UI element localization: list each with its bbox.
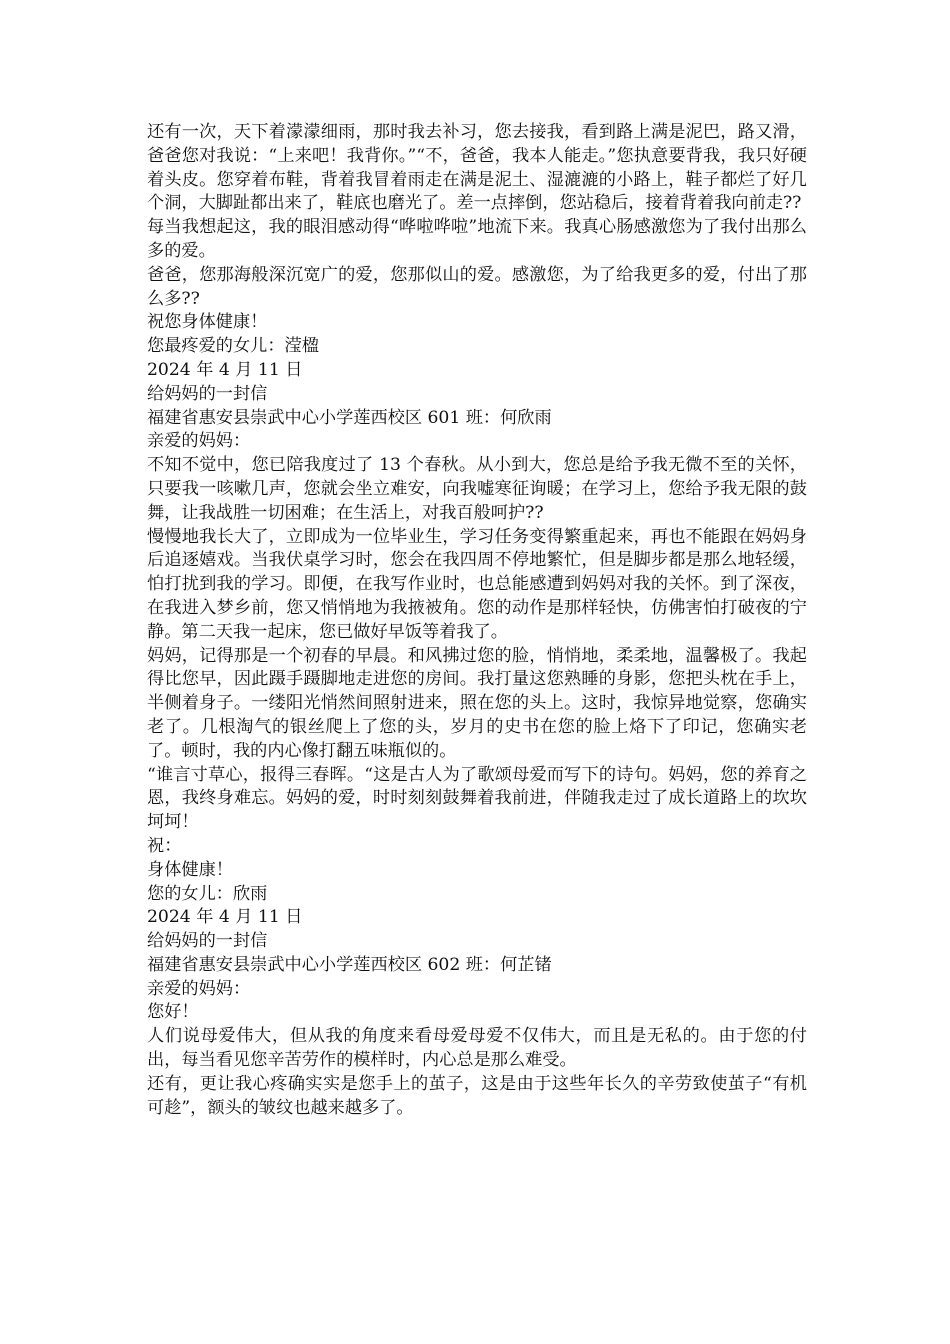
letter-date: 2024 年 4 月 11 日 bbox=[147, 907, 303, 928]
paragraph-father-love: 爸爸，您那海般深沉宽广的爱，您那似山的爱。感激您，为了给我更多的爱，付出了那么多?? bbox=[147, 264, 807, 309]
greeting: 您好！ bbox=[147, 1002, 199, 1023]
paragraph-calluses: 还有，更让我心疼确实实是您手上的茧子，这是由于这些年长久的辛劳致使茧子“有机可趁”，额头的皱纹也越来越多了。 bbox=[147, 1073, 807, 1118]
paragraph-poem: “谁言寸草心，报得三春晖。“这是古人为了歌颂母爱而写下的诗句。妈妈，您的养育之恩，我终身难忘。妈妈的爱，时时刻刻鼓舞着我前进，伴随我走过了成长道路上的坎坎坷坷！ bbox=[147, 764, 807, 833]
signature: 您的女儿：欣雨 bbox=[147, 883, 268, 904]
letter-title: 给妈妈的一封信 bbox=[147, 383, 268, 404]
paragraph-mother-love: 人们说母爱伟大，但从我的角度来看母爱母爱不仅伟大，而且是无私的。由于您的付出，每当看见您辛苦劳作的模样时，内心总是那么难受。 bbox=[147, 1026, 807, 1071]
author-line: 福建省惠安县崇武中心小学莲西校区 601 班：何欣雨 bbox=[147, 407, 552, 428]
closing-wish-prefix: 祝： bbox=[147, 835, 182, 856]
paragraph-tears: 每当我想起这，我的眼泪感动得“哗啦哗啦”地流下来。我真心肠感激您为了我付出那么多的爱。 bbox=[147, 217, 807, 261]
author-line: 福建省惠安县崇武中心小学莲西校区 602 班：何芷锗 bbox=[147, 954, 552, 975]
paragraph-thirteen-years: 不知不觉中，您已陪我度过了 13 个春秋。从小到大，您总是给予我无微不至的关怀，只要我一咳嗽几声，您就会坐立难安，向我嘘寒征询暖；在学习上，您给予我无限的鼓舞，让我战胜一切困难；在生活上，对我百般呵护?? bbox=[147, 455, 807, 523]
paragraph-growing-up: 慢慢地我长大了，立即成为一位毕业生，学习任务变得繁重起来，再也不能跟在妈妈身后追逐嬉戏。当我伏桌学习时，您会在我四周不停地繁忙，但是脚步都是那么地轻缓，怕打扰到我的学习。即便，在我写作业时，也总能感遭到妈妈对我的关怀。到了深夜，在我进入梦乡前，您又悄悄地为我掖被角。您的动作是那样轻快，仿佛害怕打破夜的宁静。第二天我一起床，您已做好早饭等着我了。 bbox=[147, 526, 807, 642]
closing-wish: 身体健康！ bbox=[147, 859, 233, 880]
salutation: 亲爱的妈妈： bbox=[147, 431, 251, 452]
closing-wish: 祝您身体健康！ bbox=[147, 312, 268, 333]
paragraph-spring-morning: 妈妈，记得那是一个初春的早晨。和风拂过您的脸，悄悄地，柔柔地，温馨极了。我起得比您早，因此蹑手蹑脚地走进您的房间。我打量这您熟睡的身影，您把头枕在手上，半侧着身子。一缕阳光悄然间照射进来，照在您的头上。这时，我惊异地觉察，您确实老了。几根淘气的银丝爬上了您的头，岁月的史书在您的脸上烙下了印记，您确实老了。顿时，我的内心像打翻五味瓶似的。 bbox=[147, 645, 807, 761]
salutation: 亲爱的妈妈： bbox=[147, 978, 251, 999]
document-body bbox=[147, 121, 807, 1120]
signature: 您最疼爱的女儿：滢楹 bbox=[147, 336, 319, 357]
letter-date: 2024 年 4 月 11 日 bbox=[147, 359, 303, 380]
paragraph-rainy-day: 还有一次，天下着濛濛细雨，那时我去补习，您去接我，看到路上满是泥巴，路又滑，爸爸您对我说：“上来吧！我背你。”“不，爸爸，我本人能走。”您执意要背我，我只好硬着头皮。您穿着布鞋，背着我冒着雨走在满是泥土、湿漉漉的小路上，鞋子都烂了好几个洞，大脚趾都出来了，鞋底也磨光了。差一点摔倒，您站稳后，接着背着我向前走?? bbox=[147, 122, 807, 214]
letter-title: 给妈妈的一封信 bbox=[147, 931, 268, 952]
